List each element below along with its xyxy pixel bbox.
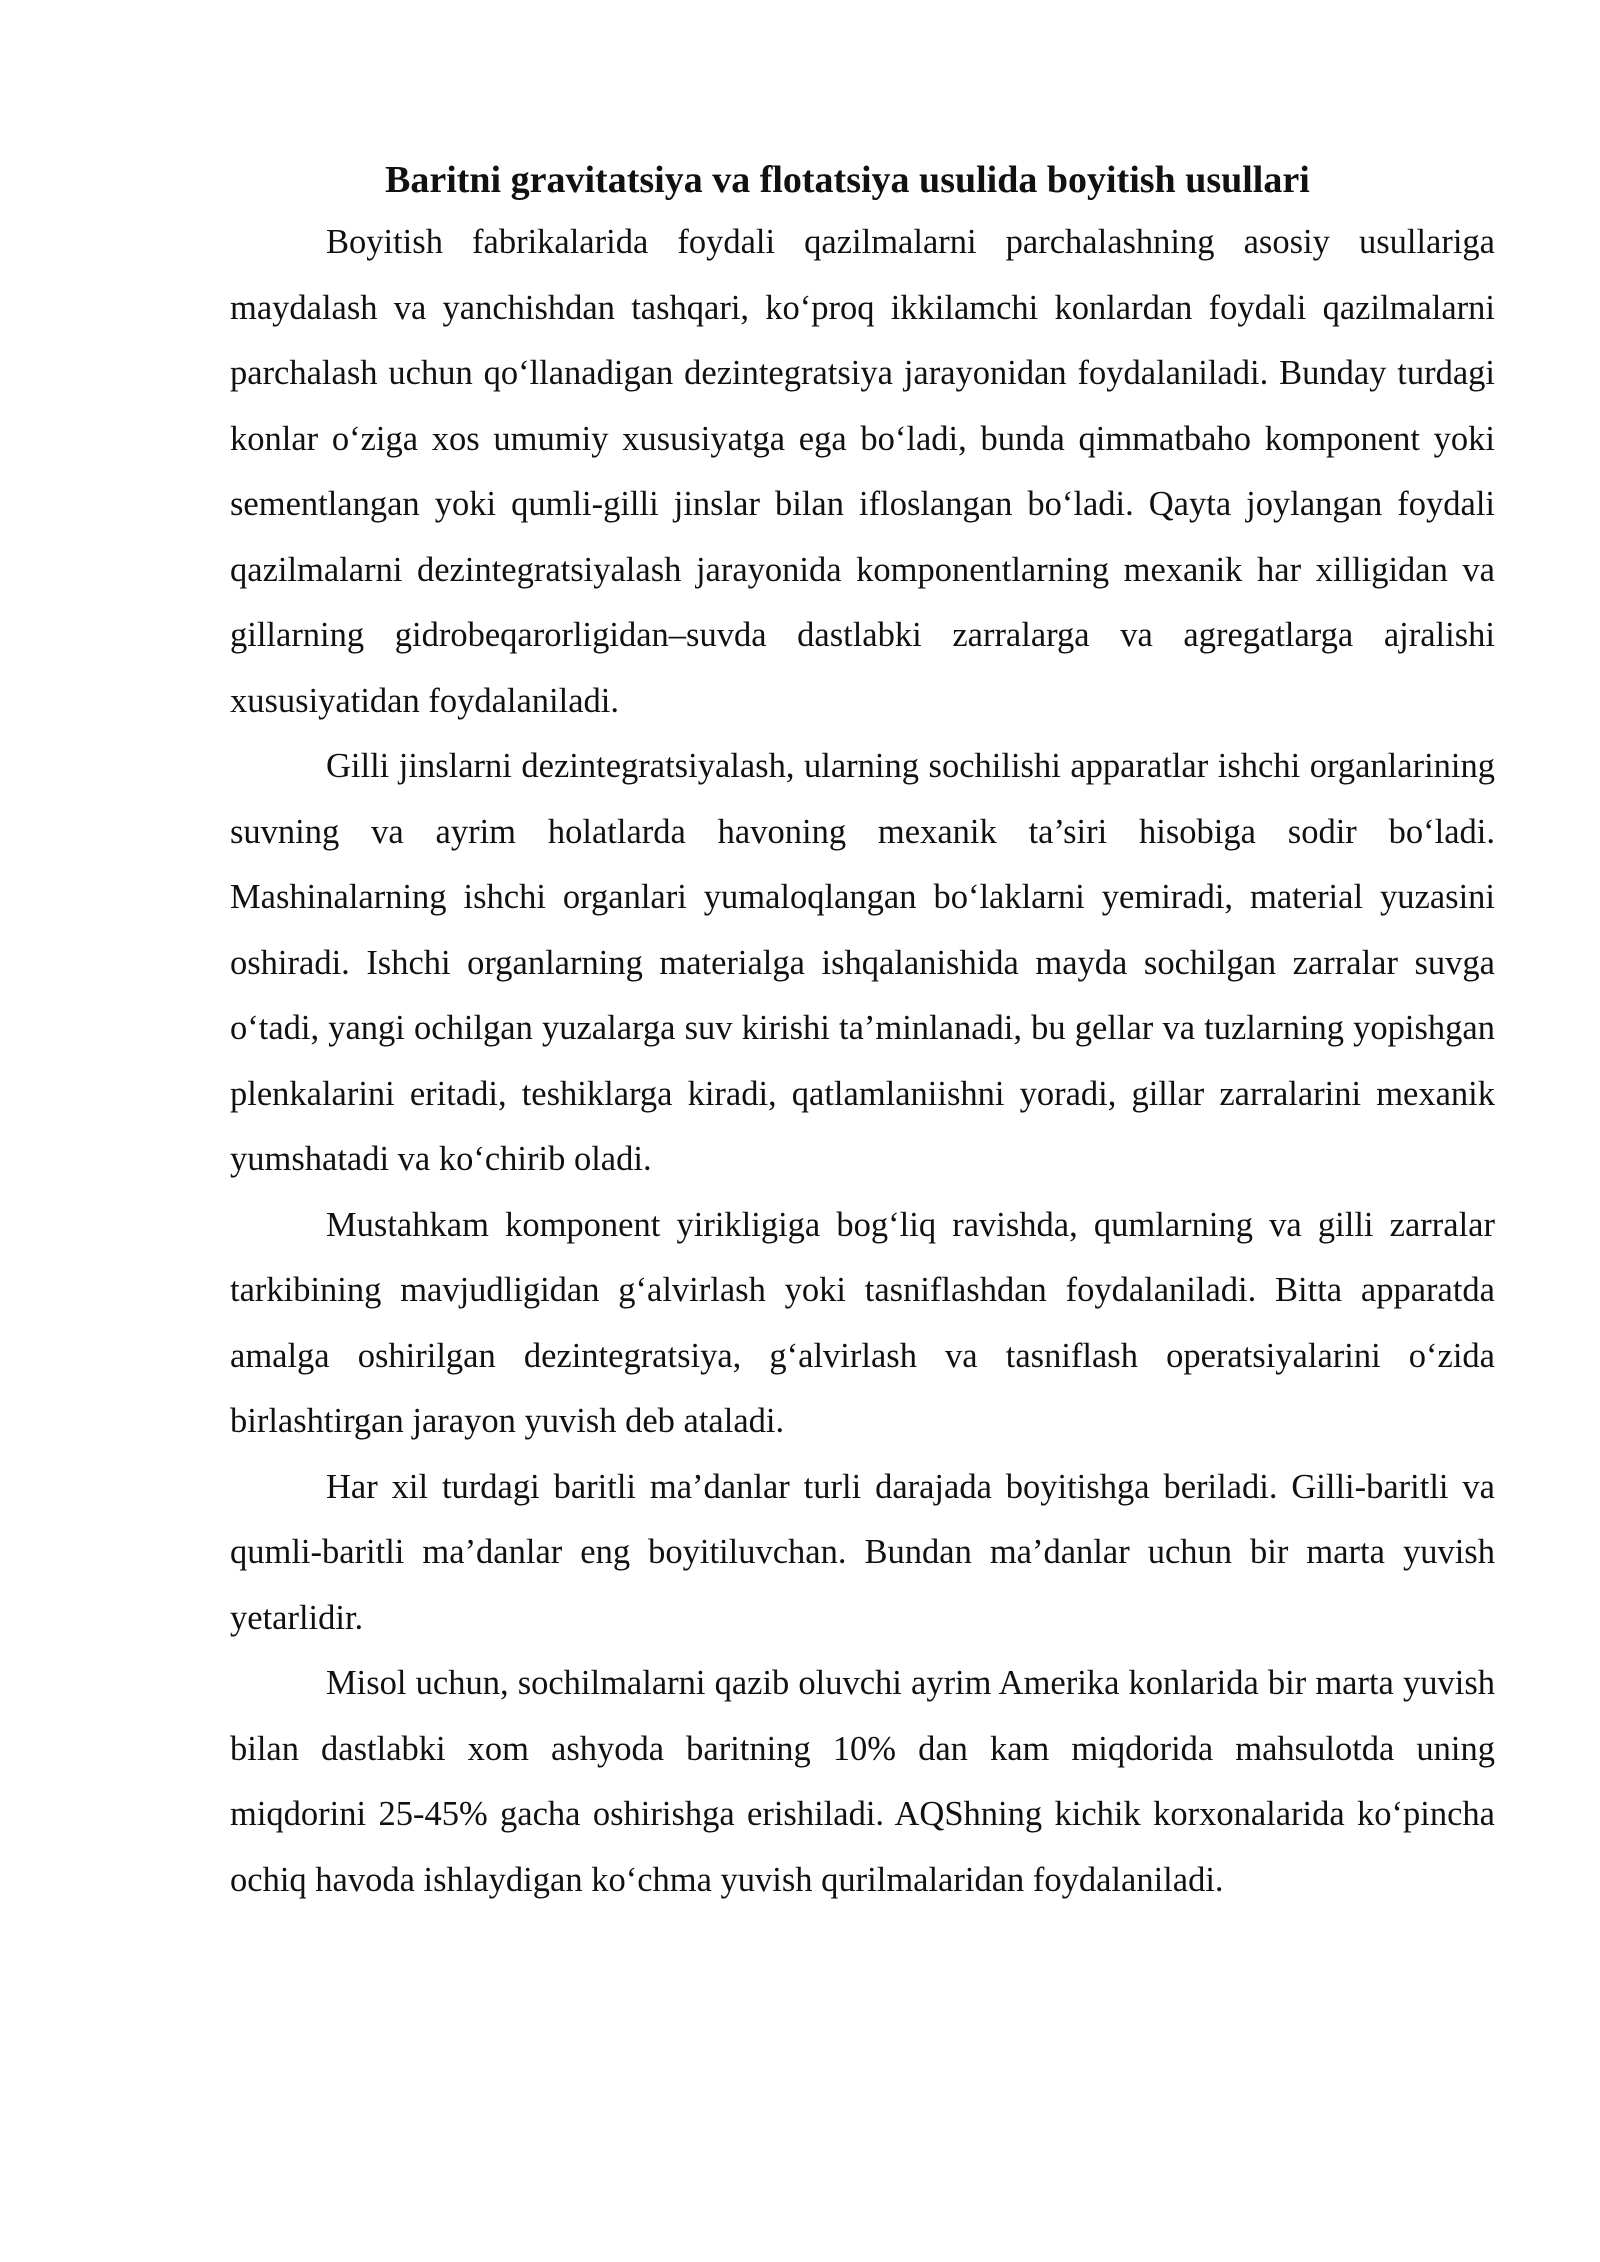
paragraph: Gilli jinslarni dezintegratsiyalash, ularning sochilishi apparatlar ishchi organlarining suvning va ayrim holatlarda havoning mexanik ta’siri hisobiga sodir bo‘ladi. Mashinalarning ishchi organlari yumaloqlangan bo‘laklarni yemiradi, material yuzasini oshiradi. Ishchi organlarning materialga ishqalanishida mayda sochilgan zarralar suvga o‘tadi, yangi ochilgan yuzalarga suv kirishi ta’minlanadi, bu gellar va tuzlarning yopishgan plenkalarini eritadi, teshiklarga kiradi, qatlamlaniishni yoradi, gillar zarralarini mexanik yumshatadi va ko‘chirib oladi. bbox=[230, 747, 1495, 1178]
document-title: Baritni gravitatsiya va flotatsiya usulida boyitish usullari bbox=[385, 159, 1310, 201]
paragraph: Mustahkam komponent yirikligiga bog‘liq ravishda, qumlarning va gilli zarralar tarkibining mavjudligidan g‘alvirlash yoki tasniflashdan foydalaniladi. Bitta apparatda amalga oshirilgan dezintegratsiya, g‘alvirlash va tasniflash operatsiyalarini o‘zida birlashtirgan jarayon yuvish deb ataladi. bbox=[230, 1205, 1495, 1440]
document-body bbox=[230, 150, 1495, 1913]
paragraph: Misol uchun, sochilmalarni qazib oluvchi ayrim Amerika konlarida bir marta yuvish bilan dastlabki xom ashyoda baritning 10% dan kam miqdorida mahsulotda uning miqdorini 25-45% gacha oshirishga erishiladi. AQShning kichik korxonalarida ko‘pincha ochiq havoda ishlaydigan ko‘chma yuvish qurilmalaridan foydalaniladi. bbox=[230, 1664, 1495, 1899]
paragraph: Boyitish fabrikalarida foydali qazilmalarni parchalashning asosiy usullariga maydalash va yanchishdan tashqari, ko‘proq ikkilamchi konlardan foydali qazilmalarni parchalash uchun qo‘llanadigan dezintegratsiya jarayonidan foydalaniladi. Bunday turdagi konlar o‘ziga xos umumiy xususiyatga ega bo‘ladi, bunda qimmatbaho komponent yoki sementlangan yoki qumli-gilli jinslar bilan ifloslangan bo‘ladi. Qayta joylangan foydali qazilmalarni dezintegratsiyalash jarayonida komponentlarning mexanik har xilligidan va gillarning gidrobeqarorligidan–suvda dastlabki zarralarga va agregatlarga ajralishi xususiyatidan foydalaniladi. bbox=[230, 223, 1495, 720]
paragraph: Har xil turdagi baritli ma’danlar turli darajada boyitishga beriladi. Gilli-baritli va qumli-baritli ma’danlar eng boyitiluvchan. Bundan ma’danlar uchun bir marta yuvish yetarlidir. bbox=[230, 1467, 1495, 1637]
